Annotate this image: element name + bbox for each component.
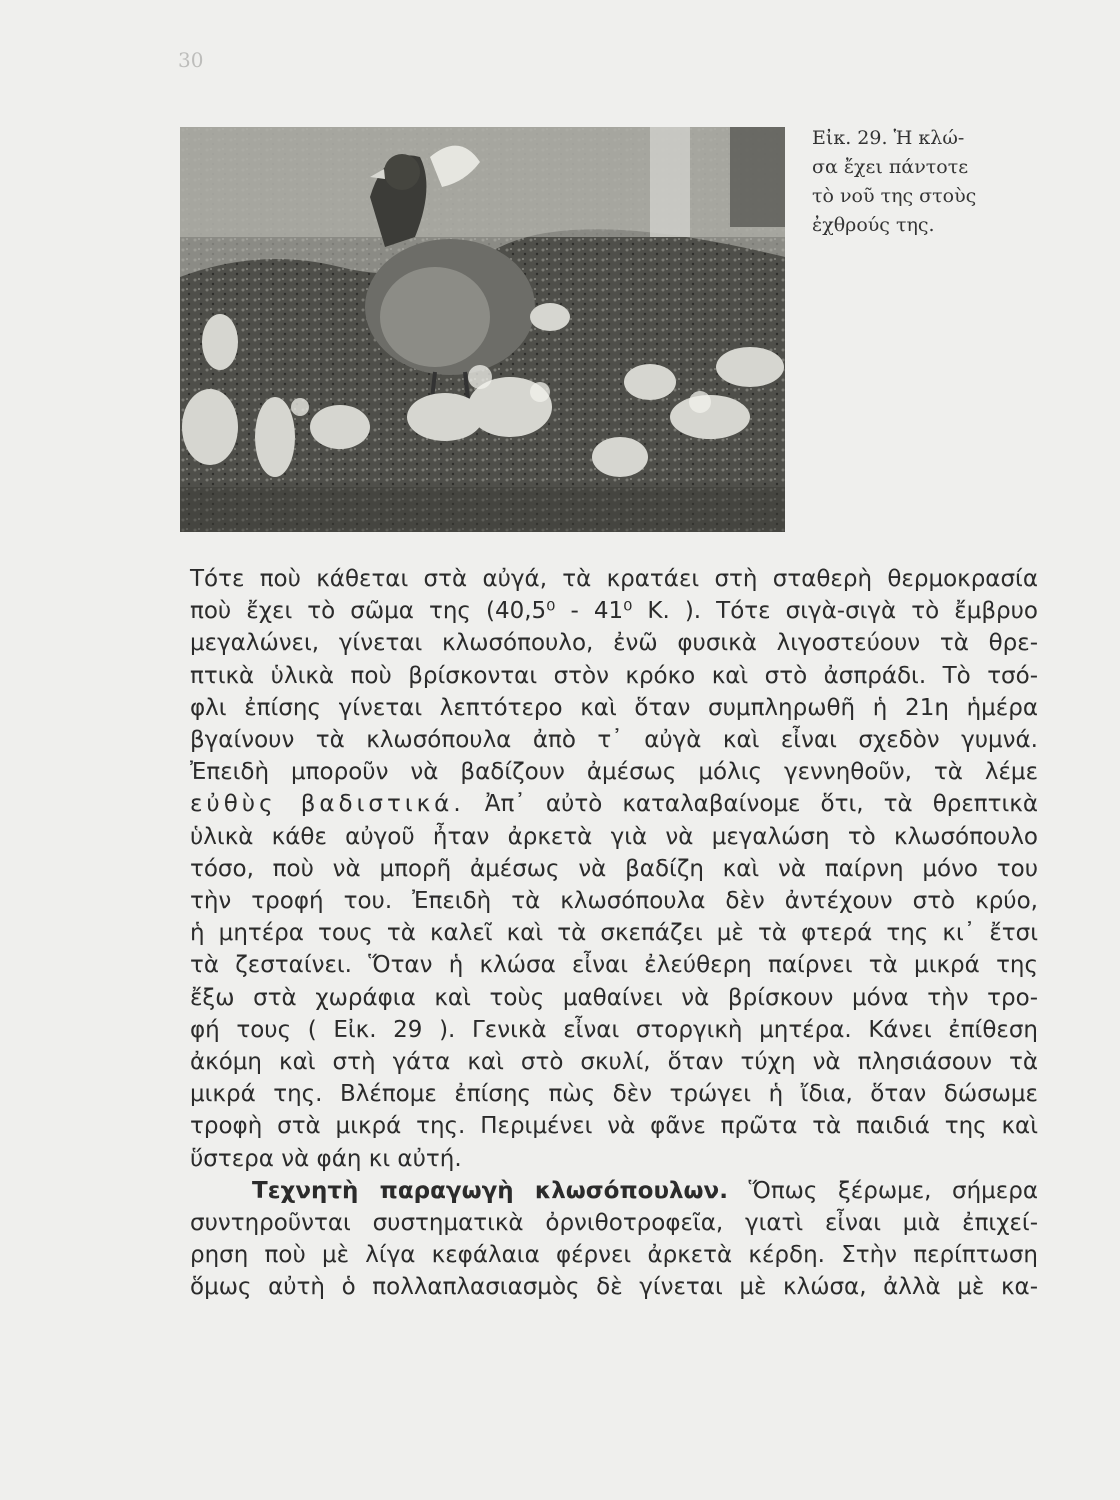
text-line: ἀκόμη καὶ στὴ γάτα καὶ στὸ σκυλί, ὅταν τύχη νὰ πλησιάσουν τὰ <box>190 1049 1038 1076</box>
text-line: ὕστερα νὰ φάη κι αὐτή. <box>190 1145 462 1172</box>
caption-line: τὸ νοῦ της στοὺς <box>812 185 977 207</box>
text-line: ποὺ ἔχει τὸ σῶμα της (40,5⁰ - 41⁰ Κ. ). Τότε σιγὰ-σιγὰ τὸ ἔμβρυο <box>190 598 1038 625</box>
caption-line: σα ἔχει πάντοτε <box>812 156 969 178</box>
text-line: τροφὴ στὰ μικρά της. Περιμένει νὰ φᾶνε πρῶτα τὰ παιδιά της καὶ <box>190 1113 1038 1140</box>
spaced-emphasis: εὐθὺς βαδιστικά. <box>190 791 465 818</box>
text-segment: Ὅπως ξέρωμε, σήμερα <box>727 1177 1038 1204</box>
page-number: 30 <box>178 48 204 72</box>
text-line: ρηση ποὺ μὲ λίγα κεφάλαια φέρνει ἀρκετὰ κέρδη. Στὴν περίπτωση <box>190 1242 1038 1269</box>
text-line: τὰ ζεσταίνει. Ὅταν ἡ κλώσα εἶναι ἐλεύθερη παίρνει τὰ μικρά της <box>190 952 1038 979</box>
text-line: βγαίνουν τὰ κλωσόπουλα ἀπὸ τ᾽ αὐγὰ καὶ εἶναι σχεδὸν γυμνά. <box>190 727 1038 754</box>
text-line: τὴν τροφή του. Ἐπειδὴ τὰ κλωσόπουλα δὲν ἀντέχουν στὸ κρύο, <box>190 888 1038 915</box>
text-line: πτικὰ ὑλικὰ ποὺ βρίσκονται στὸν κρόκο καὶ στὸ ἀσπράδι. Τὸ τσό- <box>190 662 1038 689</box>
figure-caption <box>812 124 1032 240</box>
text-line: ὑλικὰ κάθε αὐγοῦ ἦταν ἀρκετὰ γιὰ νὰ μεγαλώση τὸ κλωσόπουλο <box>190 823 1038 850</box>
text-line: Ἐπειδὴ μποροῦν νὰ βαδίζουν ἀμέσως μόλις γεννηθοῦν, τὰ λέμε <box>190 759 1038 786</box>
text-line: συντηροῦνται συστηματικὰ ὀρνιθοτροφεῖα, γιατὶ εἶναι μιὰ ἐπιχεί- <box>190 1210 1038 1237</box>
text-line: φή τους ( Εἰκ. 29 ). Γενικὰ εἶναι στοργικὴ μητέρα. Κάνει ἐπίθεση <box>190 1016 1038 1043</box>
section-heading: Τεχνητὴ παραγωγὴ κλωσόπουλων. <box>252 1177 728 1204</box>
photo-illustration <box>180 127 785 532</box>
caption-line: Εἰκ. 29. Ἡ κλώ- <box>812 127 965 149</box>
text-line: Τότε ποὺ κάθεται στὰ αὐγά, τὰ κρατάει στὴ σταθερὴ θερμοκρασία <box>190 566 1038 592</box>
text-line: φλι ἐπίσης γίνεται λεπτότερο καὶ ὅταν συμπληρωθῆ ἡ 21η ἡμέρα <box>190 694 1038 721</box>
text-line: μεγαλώνει, γίνεται κλωσόπουλο, ἐνῶ φυσικὰ λιγοστεύουν τὰ θρε- <box>190 630 1038 657</box>
text-line: ἡ μητέρα τους τὰ καλεῖ καὶ τὰ σκεπάζει μὲ τὰ φτερά της κι᾽ ἔτσι <box>190 920 1038 947</box>
text-line: τόσο, ποὺ νὰ μπορῆ ἀμέσως νὰ βαδίζη καὶ νὰ παίρνη μόνο του <box>190 855 1038 882</box>
body-text <box>190 563 1038 1304</box>
hen-with-chicks-photo <box>180 127 785 532</box>
text-segment: Ἀπ᾽ αὐτὸ καταλαβαίνομε ὅτι, τὰ θρεπτικὰ <box>464 791 1039 818</box>
caption-line: ἐχθρούς της. <box>812 214 935 236</box>
text-line: μικρά της. Βλέπομε ἐπίσης πὼς δὲν τρώγει ἡ ἴδια, ὅταν δώσωμε <box>190 1081 1038 1108</box>
text-line: ἔξω στὰ χωράφια καὶ τοὺς μαθαίνει νὰ βρίσκουν μόνα τὴν τρο- <box>190 984 1038 1011</box>
text-line <box>190 788 1038 820</box>
text-line <box>190 1175 1038 1207</box>
text-line: ὅμως αὐτὴ ὁ πολλαπλασιασμὸς δὲ γίνεται μὲ κλώσα, ἀλλὰ μὲ κα- <box>190 1274 1038 1301</box>
